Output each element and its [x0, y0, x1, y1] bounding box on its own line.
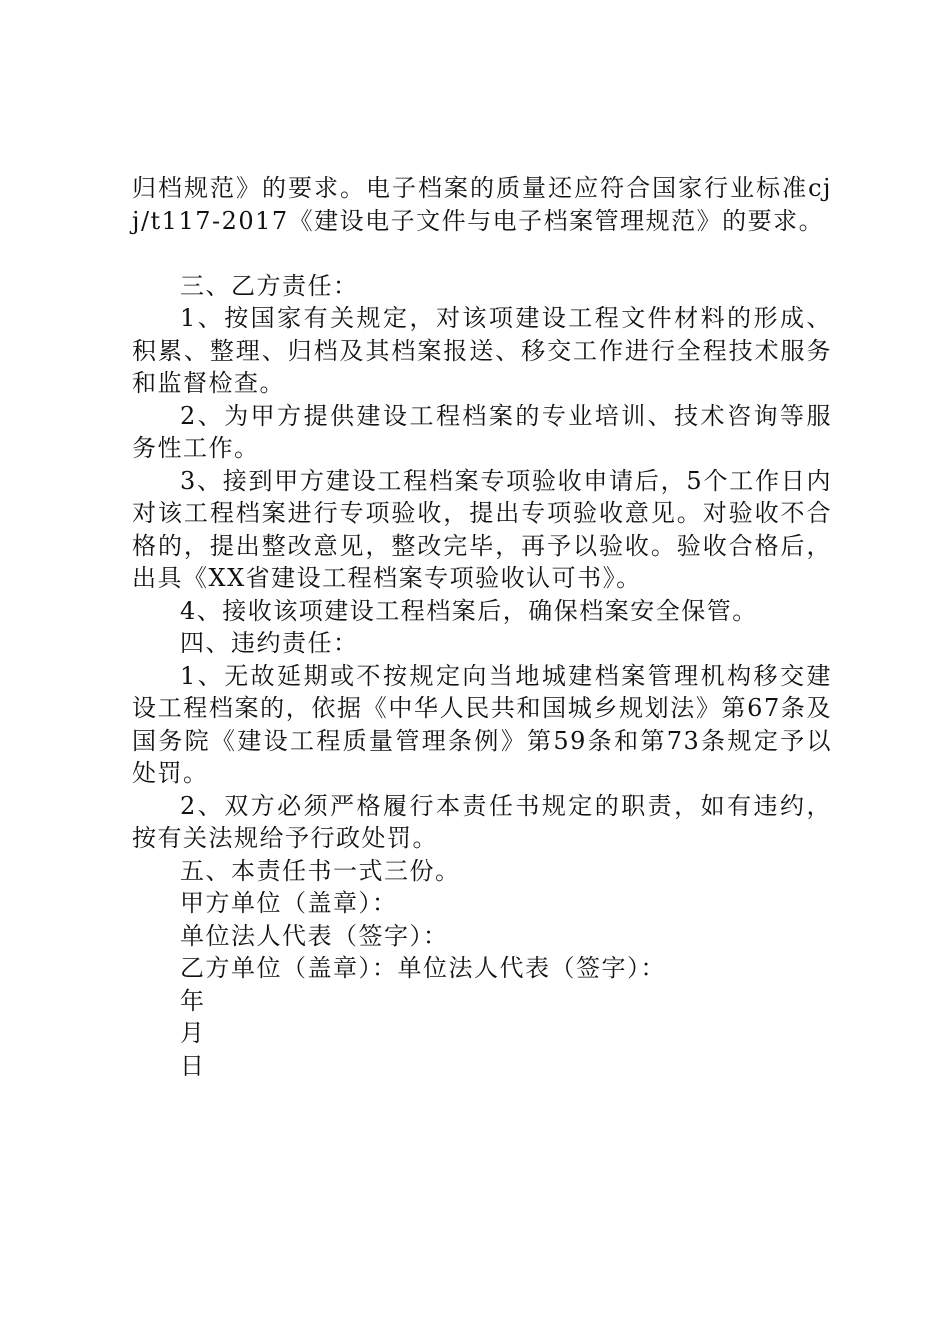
section-3-item-2: 2、为甲方提供建设工程档案的专业培训、技术咨询等服务性工作。	[132, 401, 832, 462]
signature-block	[132, 887, 832, 1082]
spacer	[132, 237, 832, 270]
party-a-unit-field: 甲方单位（盖章）：	[180, 889, 398, 917]
date-year: 年	[180, 986, 206, 1015]
party-a-rep-field: 单位法人代表（签字）：	[180, 921, 449, 950]
section-4-item-2: 2、双方必须严格履行本责任书规定的职责，如有违约，按有关法规给予行政处罚。	[132, 791, 832, 852]
section-3-item-4: 4、接收该项建设工程档案后，确保档案安全保管。	[180, 596, 758, 625]
date-day: 日	[180, 1051, 206, 1080]
section-4-item-1: 1、无故延期或不按规定向当地城建档案管理机构移交建设工程档案的，依据《中华人民共和国城乡规划法》第67条及国务院《建设工程质量管理条例》第59条和第73条规定予以处罚。	[132, 661, 832, 787]
section-3-item-3: 3、接到甲方建设工程档案专项验收申请后，5个工作日内对该工程档案进行专项验收，提出专项验收意见。对验收不合格的，提出整改意见，整改完毕，再予以验收。验收合格后，出具《XX省建设工程档案专项验收认可书》。	[132, 466, 832, 592]
section-5-heading: 五、本责任书一式三份。	[180, 856, 461, 885]
section-4-heading: 四、违约责任：	[180, 629, 359, 657]
document-page	[132, 172, 832, 1082]
section-3-heading: 三、乙方责任：	[180, 271, 359, 300]
section-3-item-1: 1、按国家有关规定，对该项建设工程文件材料的形成、积累、整理、归档及其档案报送、移交工作进行全程技术服务和监督检查。	[132, 304, 832, 397]
intro-paragraph: 归档规范》的要求。电子档案的质量还应符合国家行业标准cjj/t117-2017《建设电子文件与电子档案管理规范》的要求。	[132, 174, 832, 235]
party-b-field: 乙方单位（盖章）：单位法人代表（签字）：	[180, 954, 666, 982]
date-month: 月	[180, 1019, 206, 1047]
